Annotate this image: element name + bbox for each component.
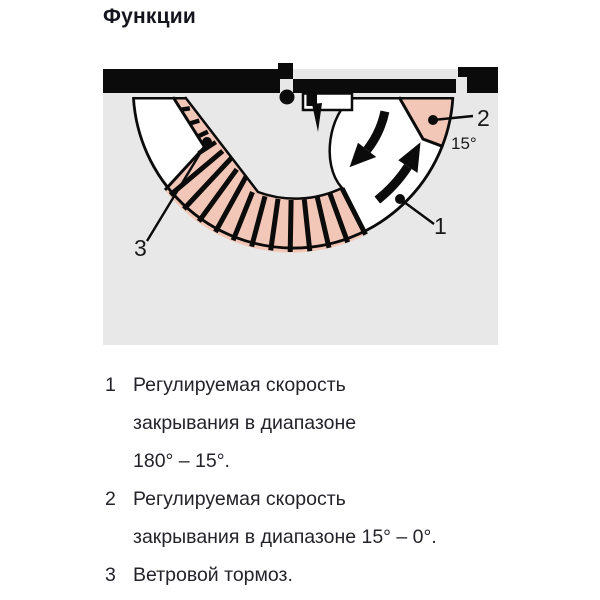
callout-label-3: 3 — [134, 235, 147, 261]
callout-dot-3 — [202, 137, 212, 147]
hinge-block — [278, 63, 293, 79]
legend-item-3 — [103, 556, 543, 594]
legend-1-line-1: Регулируемая скорость — [133, 374, 346, 396]
door-leaf-bar — [293, 79, 456, 93]
legend-2-line-1: Регулируемая скорость — [133, 488, 346, 510]
legend-item-2 — [103, 480, 543, 556]
hinge-pivot-circle — [280, 90, 295, 105]
legend-item-1 — [103, 366, 543, 480]
legend-number-2: 2 — [105, 488, 116, 510]
angle-15-label: 15° — [451, 134, 477, 153]
legend-number-1: 1 — [105, 374, 116, 396]
legend-number-3: 3 — [105, 564, 116, 586]
legend-2-line-2: закрывания в диапазоне 15° – 0°. — [133, 526, 437, 548]
page-title: Функции — [103, 5, 196, 28]
legend-1-line-3: 180° – 15°. — [133, 450, 230, 472]
legend-1-line-2: закрывания в диапазоне — [133, 412, 357, 434]
callout-label-2: 2 — [477, 105, 490, 131]
callout-label-1: 1 — [434, 213, 447, 239]
legend-3-line-1: Ветровой тормоз. — [133, 564, 293, 586]
callout-dot-2 — [428, 115, 438, 125]
callout-dot-1 — [395, 194, 405, 204]
door-frame-bar-left — [103, 69, 280, 93]
